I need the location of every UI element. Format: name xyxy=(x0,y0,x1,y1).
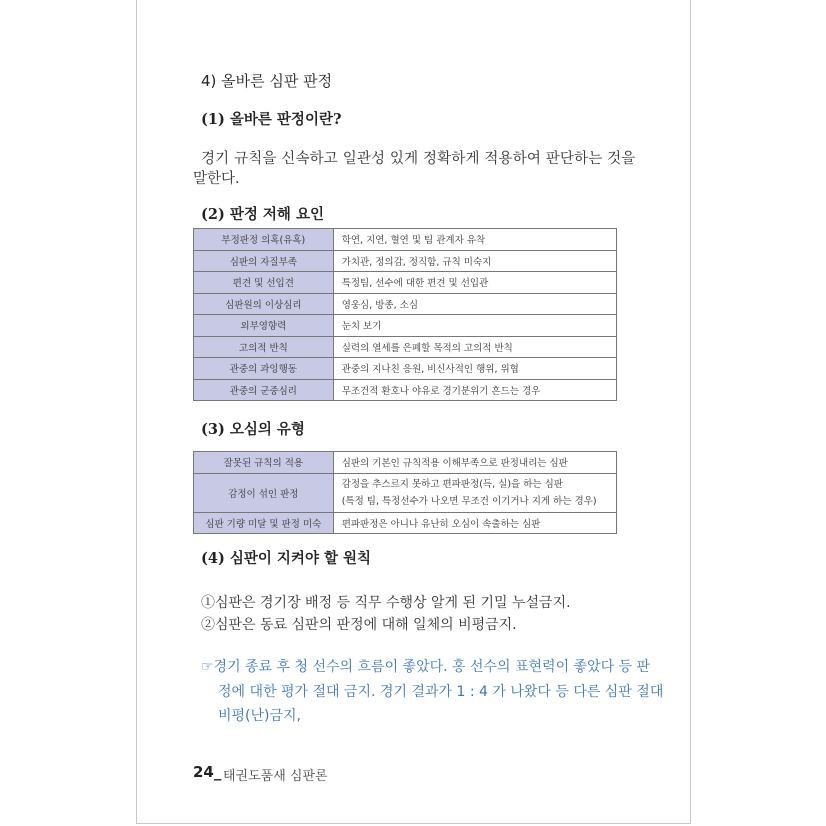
note-line: 정에 대한 평가 절대 금지. 경기 결과가 1 : 4 가 나왔다 등 다른 심판 절대 xyxy=(218,684,664,700)
note-line: 비평(난)금지, xyxy=(218,708,301,724)
table-row xyxy=(194,473,617,512)
table-row xyxy=(194,272,617,294)
table-row xyxy=(194,358,617,380)
table-row xyxy=(194,315,617,337)
table-row xyxy=(194,512,617,534)
page-number: 24_ xyxy=(193,763,222,781)
row-label: 외부영향력 xyxy=(194,315,334,337)
table-row xyxy=(194,379,617,401)
row-label: 고의적 반칙 xyxy=(194,336,334,358)
row-value: 관중의 지나친 응원, 비신사적인 행위, 위협 xyxy=(333,358,616,380)
sub1-body-line2: 말한다. xyxy=(193,171,240,187)
table-row xyxy=(194,452,617,474)
row-value xyxy=(333,473,616,512)
table-row xyxy=(194,250,617,272)
table-row xyxy=(194,293,617,315)
row-value xyxy=(333,452,616,474)
row-label: 관중의 군중심리 xyxy=(194,379,334,401)
row-value: 실력의 열세를 은폐할 목적의 고의적 반칙 xyxy=(333,336,616,358)
table-row xyxy=(194,336,617,358)
book-title: 태권도품새 심판론 xyxy=(223,769,328,784)
row-value: 영웅심, 방종, 소심 xyxy=(333,293,616,315)
table-row xyxy=(194,229,617,251)
sub1-body-line1: 경기 규칙을 신속하고 일관성 있게 정확하게 적용하여 판단하는 것을 xyxy=(201,151,636,167)
row-label: 잘못된 규칙의 적용 xyxy=(194,452,334,474)
row-label: 관중의 과잉행동 xyxy=(194,358,334,380)
row-label: 심판 기량 미달 및 판정 미숙 xyxy=(194,512,334,534)
row-value-line: 심판의 기본인 규칙적용 이해부족으로 판정내리는 심판 xyxy=(341,458,568,470)
row-label: 심판원의 이상심리 xyxy=(194,293,334,315)
row-value-line: 편파판정은 아니나 유난히 오심이 속출하는 심판 xyxy=(341,518,541,530)
sub2-title: (2) 판정 저해 요인 xyxy=(201,206,324,223)
sub4-title: (4) 심판이 지켜야 할 원칙 xyxy=(201,550,372,567)
misjudgment-table xyxy=(193,451,617,534)
row-value: 학연, 지연, 혈연 및 팀 관계자 유착 xyxy=(333,229,616,251)
row-value: 무조건적 환호나 야유로 경기분위기 흔드는 경우 xyxy=(333,379,616,401)
obstacle-table xyxy=(193,228,617,401)
principle-item: ①심판은 경기장 배정 등 직무 수행상 알게 된 기밀 누설금지. xyxy=(201,595,571,611)
row-value: 가치관, 정의감, 정직함, 규칙 미숙지 xyxy=(333,250,616,272)
principle-item: ②심판은 동료 심판의 판정에 대해 일체의 비평금지. xyxy=(201,617,517,633)
row-value: 눈치 보기 xyxy=(333,315,616,337)
row-label: 편견 및 선입견 xyxy=(194,272,334,294)
row-value-line: (특정 팀, 특정선수가 나오면 무조건 이기거나 지게 하는 경우) xyxy=(341,495,597,507)
row-value: 특정팀, 선수에 대한 편견 및 선입관 xyxy=(333,272,616,294)
row-label: 감정이 섞인 판정 xyxy=(194,473,334,512)
section-title: 4) 올바른 심판 판정 xyxy=(201,72,333,90)
sub3-title: (3) 오심의 유형 xyxy=(201,421,305,438)
sub1-title: (1) 올바른 판정이란? xyxy=(201,111,342,128)
row-value-line: 감정을 추스르지 못하고 편파판정(득, 실)을 하는 심판 xyxy=(341,478,563,490)
row-label: 심판의 자질부족 xyxy=(194,250,334,272)
row-label: 부정판정 의혹(유혹) xyxy=(194,229,334,251)
note-line: ☞경기 종료 후 청 선수의 흐름이 좋았다. 홍 선수의 표현력이 좋았다 등 판 xyxy=(201,659,651,675)
row-value xyxy=(333,512,616,534)
